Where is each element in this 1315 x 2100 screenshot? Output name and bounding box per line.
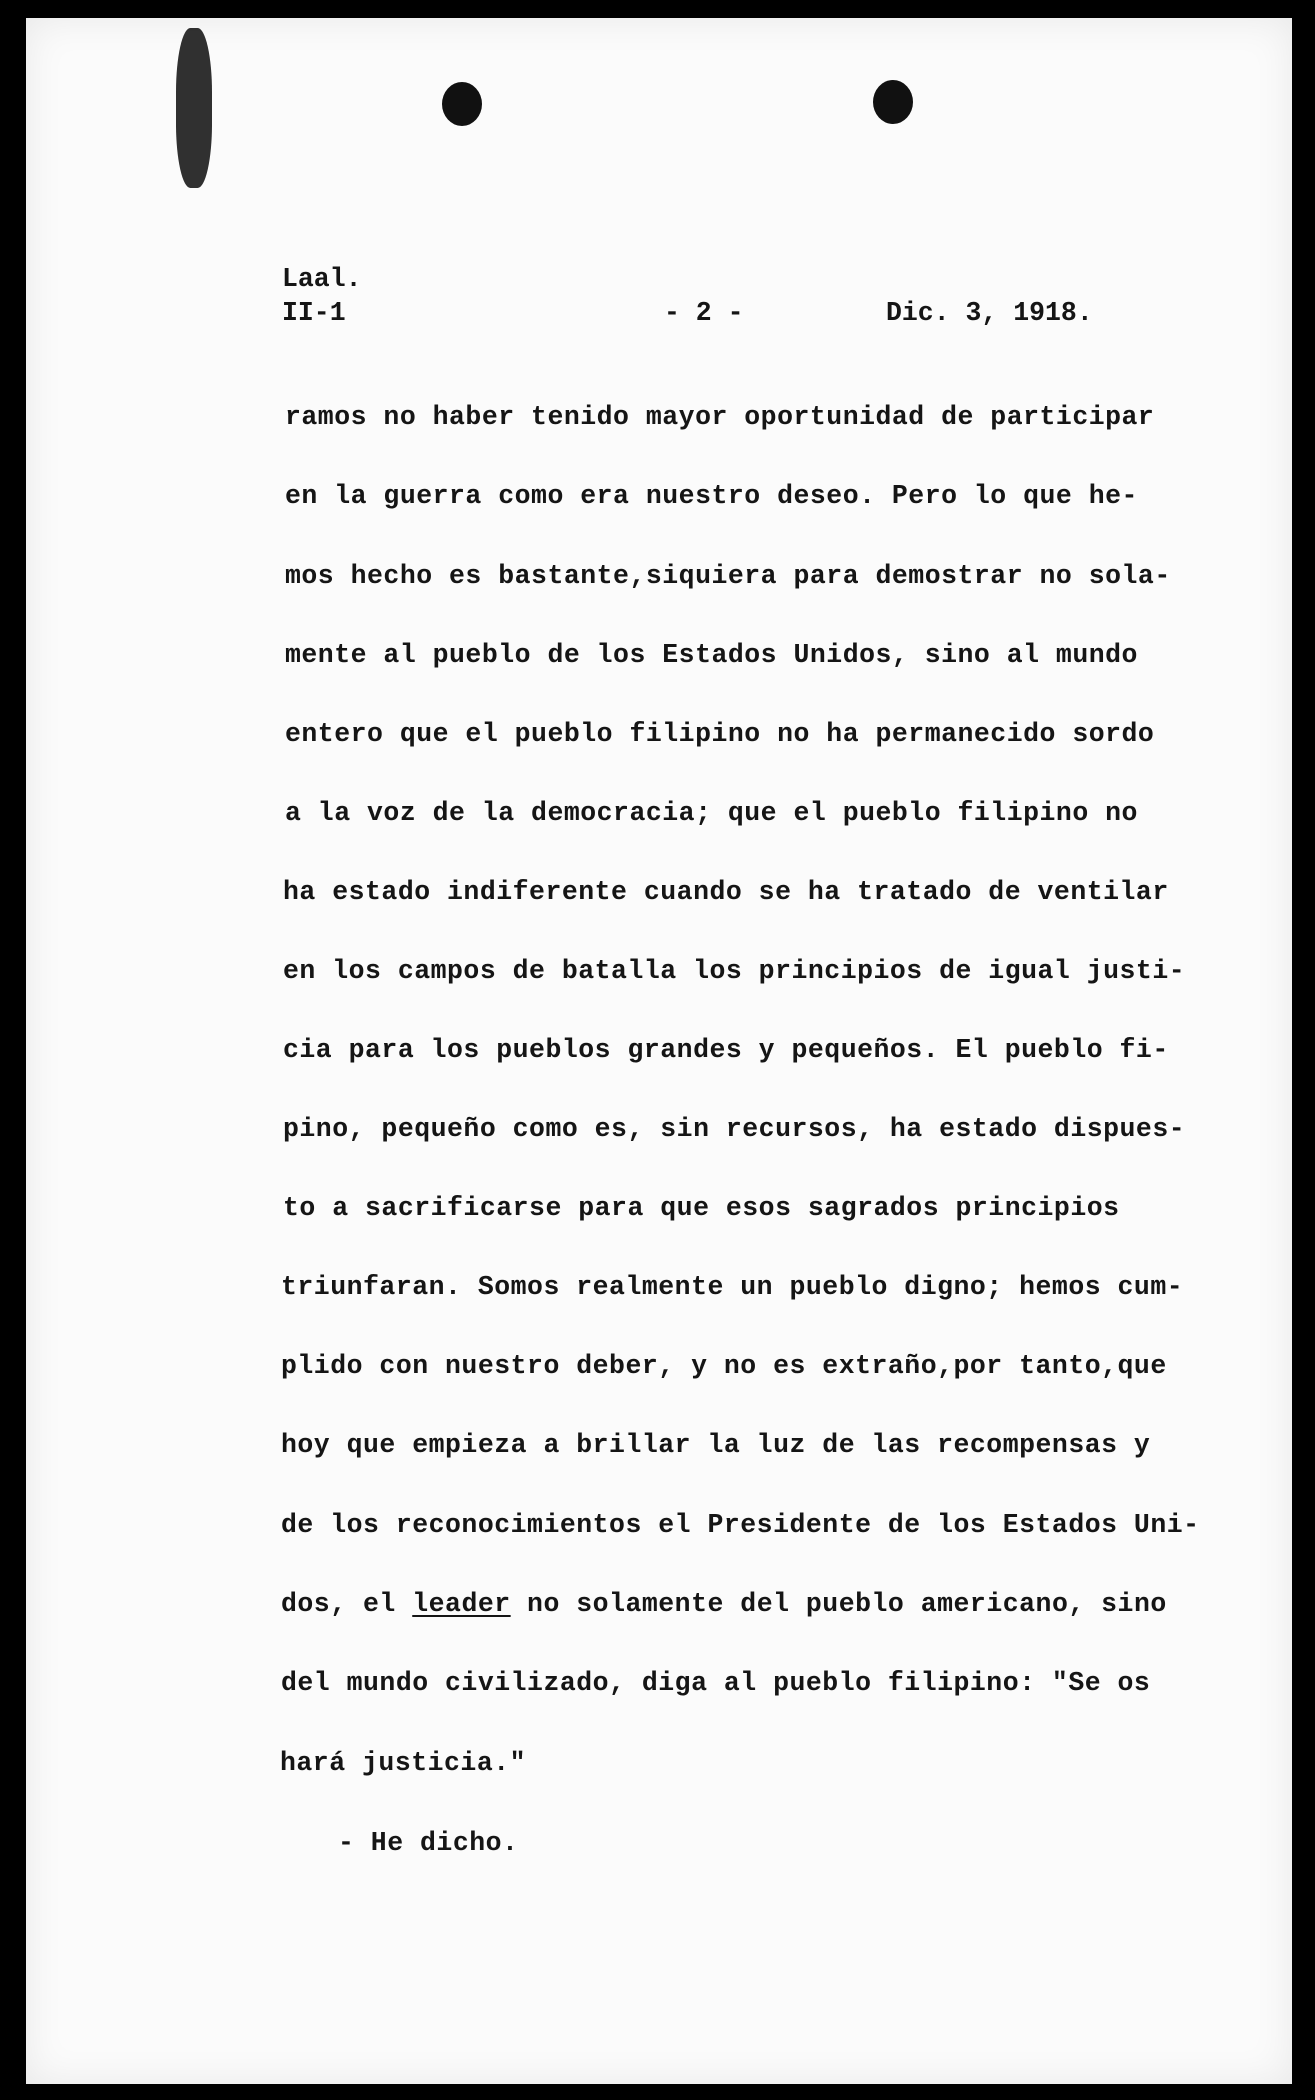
text-line: hará justicia.": [280, 1748, 527, 1778]
binding-stain: [176, 28, 212, 188]
header-date: Dic. 3, 1918.: [886, 298, 1093, 328]
text-line: mos hecho es bastante,siquiera para demostrar no sola-: [285, 561, 1171, 591]
signoff: - He dicho.: [338, 1828, 519, 1858]
text-line: ramos no haber tenido mayor oportunidad de participar: [285, 402, 1155, 432]
text-line: a la voz de la democracia; que el pueblo filipino no: [285, 798, 1138, 828]
text-line: plido con nuestro deber, y no es extraño,por tanto,que: [281, 1351, 1167, 1381]
text-line: ha estado indiferente cuando se ha tratado de ventilar: [283, 877, 1169, 907]
header-initials: Laal.: [282, 264, 362, 294]
text-line: en la guerra como era nuestro deseo. Pero lo que he-: [285, 481, 1138, 511]
leader-line-after: no solamente del pueblo americano, sino: [510, 1589, 1167, 1619]
text-line: hoy que empieza a brillar la luz de las recompensas y: [281, 1430, 1151, 1460]
page-number: - 2 -: [664, 298, 744, 328]
text-line-leader: [281, 1589, 1167, 1619]
text-line: entero que el pueblo filipino no ha permanecido sordo: [285, 719, 1155, 749]
text-line: en los campos de batalla los principios de igual justi-: [283, 956, 1186, 986]
text-line: to a sacrificarse para que esos sagrados principios: [283, 1193, 1120, 1223]
underlined-word-leader: leader: [412, 1589, 511, 1619]
text-line: mente al pueblo de los Estados Unidos, sino al mundo: [285, 640, 1138, 670]
header-ref: II-1: [282, 298, 346, 328]
text-line: de los reconocimientos el Presidente de los Estados Uni-: [281, 1510, 1200, 1540]
text-line: cia para los pueblos grandes y pequeños. El pueblo fi-: [283, 1035, 1169, 1065]
text-line: del mundo civilizado, diga al pueblo filipino: "Se os: [281, 1668, 1151, 1698]
punch-hole-left: [442, 82, 482, 126]
text-line: triunfaran. Somos realmente un pueblo digno; hemos cum-: [281, 1272, 1184, 1302]
text-line: pino, pequeño como es, sin recursos, ha estado dispues-: [283, 1114, 1186, 1144]
punch-hole-right: [873, 80, 913, 124]
leader-line-before: dos, el: [281, 1589, 413, 1619]
